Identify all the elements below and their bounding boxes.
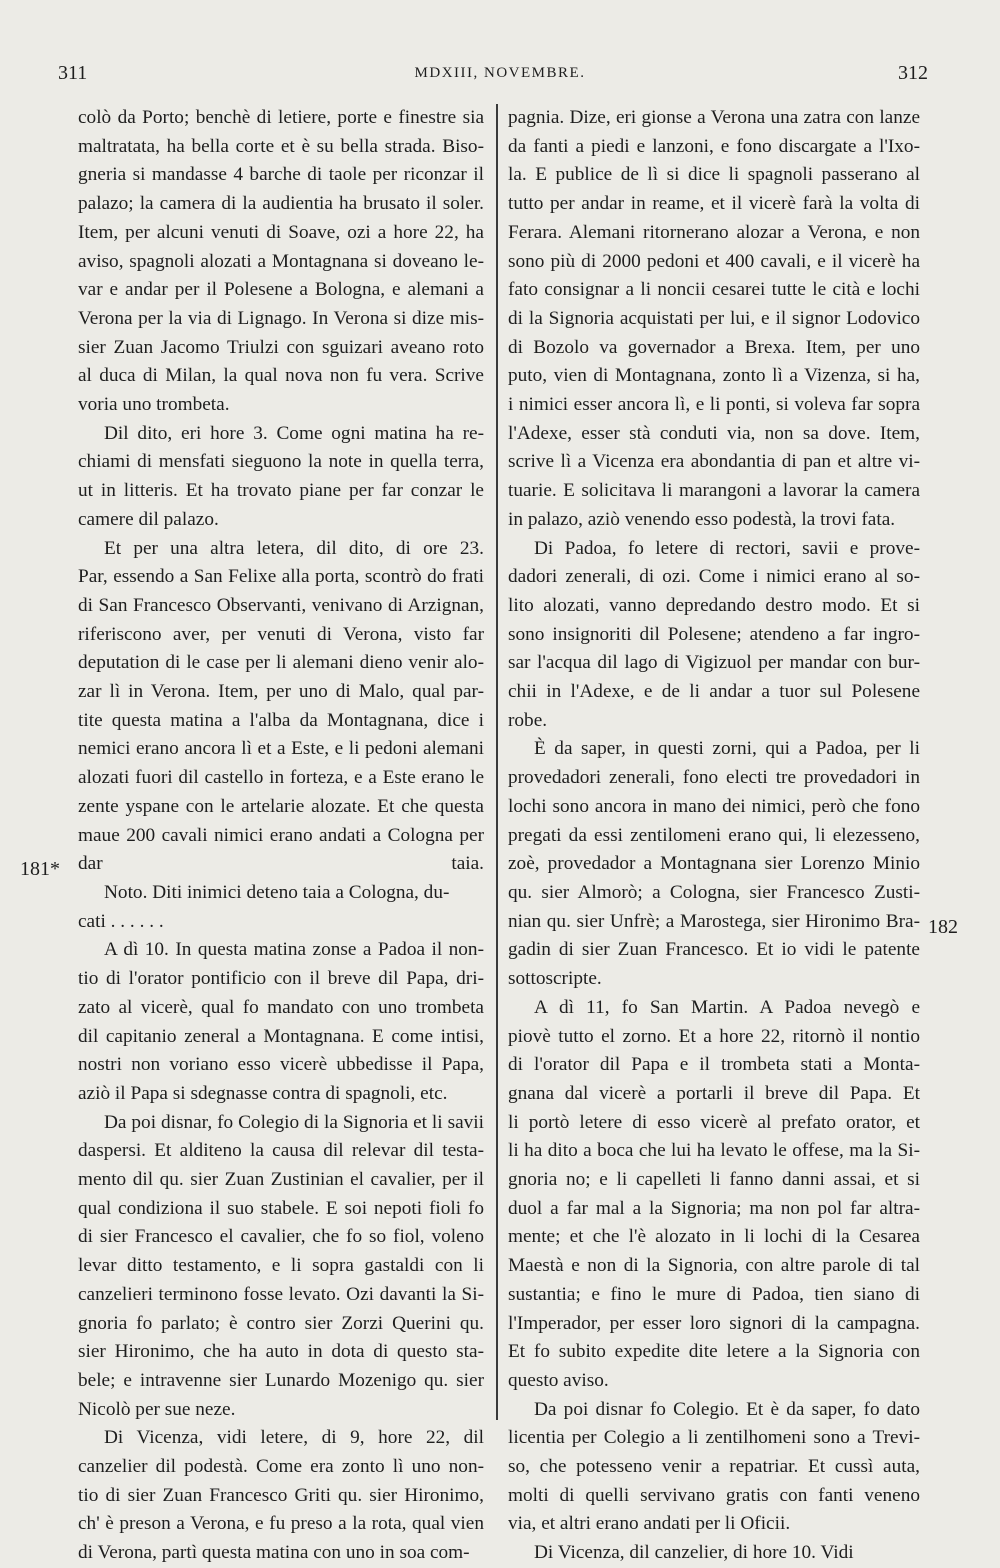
text-line: Da poi disnar, fo Colegio di la Signoria et li savii (104, 1111, 484, 1133)
text-line: puto, vien di Montagnana, zonto lì a Vizenza, si ha, (508, 365, 920, 387)
text-line: gnana dal vicerè a portarli il breve dil Papa. Et (508, 1082, 920, 1104)
text-line: duol a far mal a la Signoria; ma non pol far altra- (508, 1197, 920, 1219)
text-line: riferiscono aver, per venuti di Verona, visto far (78, 623, 484, 645)
text-line: tuarie. E solicitava li marangoni a lavorar la camera (508, 480, 920, 502)
text-line: Maestà e non di la Signoria, con altre parole di tal (508, 1255, 920, 1277)
text-line: voria uno trombeta. (78, 394, 230, 416)
text-line: scrive lì a Vicenza era abondantia di pan et altre vi- (508, 451, 920, 473)
text-line: pagnia. Dize, eri gionse a Verona una zatra con lanze (508, 107, 920, 128)
text-line: pregati da essi zentilomeni erano qui, li elezesseno, (508, 824, 920, 846)
text-line: di sier Francesco el cavalier, che fo so fiol, voleno (78, 1226, 484, 1248)
text-line: li portò letere di esso vicerè al prefato orator, et (508, 1111, 920, 1133)
text-line: sustantia; e fino le mure di Padoa, tien siano di (508, 1283, 920, 1305)
text-line: mente; et che l'è alozato in li lochi di la Cesarea (508, 1226, 920, 1248)
text-line: cati . . . . . . (78, 910, 164, 932)
text-line: fato consignar a li noncii cesarei tutte le cità e lochi (508, 279, 920, 301)
text-line: Par, essendo a San Felixe alla porta, scontrò do frati (78, 566, 484, 588)
column-divider (496, 104, 498, 1420)
text-line: sono più di 2000 pedoni et 400 cavali, e il vicerè ha (508, 250, 920, 272)
text-line: sono insignoriti dil Polesene; atendeno a far ingro- (508, 623, 920, 645)
text-line: zato al vicerè, qual fo mandato con uno trombeta (78, 996, 484, 1018)
text-line: maue 200 cavali nimici erano andati a Cologna per (78, 824, 484, 846)
text-line: lochi sono ancora in mano dei nimici, però che fono (508, 795, 920, 817)
text-line: levar ditto testamento, e li sopra gastaldi con li (78, 1255, 484, 1277)
text-line: li ha dito a boca che lui ha levato le offese, ma la Si- (508, 1140, 920, 1162)
text-line: molti di quelli servivano gratis con fanti veneno (508, 1484, 920, 1506)
margin-number-left: 181* (20, 858, 60, 880)
text-line: Noto. Diti inimici deteno taia a Cologna, du- (104, 881, 450, 903)
text-line: canzelieri terminono fosse levato. Ozi davanti la Si- (78, 1283, 484, 1305)
text-line: Dil dito, eri hore 3. Come ogni matina ha re- (104, 422, 484, 444)
margin-number-right: 182 (928, 916, 958, 938)
text-line: chiami di mensfati sieguono la note in quella terra, (78, 451, 484, 473)
right-text-column (508, 104, 920, 1568)
text-line: tutto per andar in reame, et il vicerè farà la volta di (508, 193, 920, 215)
text-line: Item, per alcuni venuti di Soave, ozi a hore 22, ha (78, 221, 484, 243)
page-header (0, 62, 1000, 92)
text-line: Di Vicenza, vidi letere, di 9, hore 22, dil (104, 1427, 484, 1449)
left-page-number: 311 (58, 62, 88, 84)
text-line: questo aviso. (508, 1369, 609, 1391)
text-line: var e andar per il Polesene a Bologna, e alemani a (78, 279, 484, 301)
text-line: Di Vicenza, dil canzelier, di hore 10. Vidi (534, 1542, 854, 1564)
text-line: via, et altri erano andati per li Oficii. (508, 1513, 791, 1535)
text-line: camere dil palazo. (78, 508, 219, 530)
text-line: di l'orator dil Papa e il trombeta stati a Monta- (508, 1054, 920, 1076)
text-line: sottoscripte. (508, 968, 602, 990)
text-line: canzelier dil podestà. Come era zonto lì uno non- (78, 1456, 484, 1478)
text-line: qual condiziona il suo stabele. E soi nepoti fioli fo (78, 1197, 484, 1219)
text-line: chii in l'Adexe, e de li andar a tuor sul Polesene (508, 681, 920, 703)
text-line: maltratata, ha bella corte et è su bella strada. Biso- (78, 135, 484, 157)
text-line: so, che potesseno venir a repatriar. Et cussì auta, (508, 1456, 920, 1478)
text-line: dar taia. (78, 853, 484, 875)
text-line: sar l'acqua dil lago di Vigizuol per mandar con bur- (508, 652, 920, 674)
running-title: MDXIII, NOVEMBRE. (414, 65, 586, 81)
text-line: Et per una altra letera, dil dito, di ore 23. (104, 537, 484, 559)
text-line: sier Hironimo, che ha auto in dota di questo sta- (78, 1341, 484, 1363)
text-line: l'Adexe, esser stà conduti via, non sa dove. Item, (508, 422, 920, 444)
text-line: daspersi. Et alditeno la causa dil relevar dil testa- (78, 1140, 484, 1162)
text-line: deputation di le case per li alemani dieno venir alo- (78, 652, 484, 674)
text-line: Nicolò per sue neze. (78, 1398, 236, 1420)
text-line: provedadori zenerali, fono electi tre provedadori in (508, 767, 920, 789)
left-text-column (78, 104, 484, 1568)
text-line: sier Zuan Jacomo Triulzi con sguizari aveano roto (78, 336, 484, 358)
text-line: la. E publice de lì si dice li spagnoli passerano al (508, 164, 920, 186)
text-line: ut in litteris. Et ha trovato piane per far conzar le (78, 480, 484, 502)
text-line: gadin di sier Zuan Francesco. Et io vidi le patente (508, 939, 920, 961)
text-line: Verona per la via di Lignago. In Verona si dize mis- (78, 307, 484, 329)
text-line: alozati fuori dil castello in forteza, e a Este erano le (78, 767, 484, 789)
text-line: l'Imperador, per esser loro signori di la campagna. (508, 1312, 920, 1334)
text-line: dil capitanio zeneral a Montagnana. E come intisi, (78, 1025, 484, 1047)
text-line: licentia per Colegio a li zentilhomeni sono a Trevi- (508, 1427, 920, 1449)
text-line: colò da Porto; benchè di letiere, porte e finestre sia (78, 107, 484, 128)
text-line: ch' è preson a Verona, e fu preso a la rota, qual vien (78, 1513, 484, 1535)
text-line: gnoria no; e li capelleti li fanno danni assai, et si (508, 1169, 920, 1191)
right-page-number: 312 (898, 62, 928, 84)
text-line: tio di l'orator pontificio con il breve dil Papa, dri- (78, 968, 484, 990)
text-line: di la Signoria acquistati per lui, e il signor Lodovico (508, 307, 920, 329)
text-line: dadori zenerali, di ozi. Come i nimici erano al so- (508, 566, 920, 588)
text-line: zar lì in Verona. Item, per uno di Malo, qual par- (78, 681, 484, 703)
text-line: lito alozati, vanno depredando destro modo. Et si (508, 594, 920, 616)
text-line: mento dil qu. sier Zuan Zustinian el cavalier, per il (78, 1169, 484, 1191)
text-line: Ferara. Alemani ritornerano alozar a Verona, e non (508, 221, 920, 243)
text-line: bele; e intravenne sier Lunardo Mozenigo qu. sier (78, 1369, 484, 1391)
text-line: nemici erano ancora lì et a Este, e li pedoni alemani (78, 738, 484, 760)
text-line: tio di sier Zuan Francesco Griti qu. sier Hironimo, (78, 1484, 484, 1506)
text-line: gnoria fo parlato; è contro sier Zorzi Querini qu. (78, 1312, 484, 1334)
text-line: al duca di Milan, la qual nova non fu vera. Scrive (78, 365, 484, 387)
text-line: tite questa matina a l'alba da Montagnana, dice i (78, 709, 484, 731)
text-line: di Bozolo va governador a Brexa. Item, per uno (508, 336, 920, 358)
text-line: nostri non voriano esso vicerè ubbedisse il Papa, (78, 1054, 484, 1076)
text-line: di San Francesco Observanti, venivano di Arzignan, (78, 594, 484, 616)
text-line: Di Padoa, fo letere di rectori, savii e prove- (534, 537, 920, 559)
text-line: i nimici esser ancora lì, e li ponti, si voleva far sopra (508, 394, 920, 416)
text-line: È da saper, in questi zorni, qui a Padoa, per li (534, 738, 920, 760)
text-line: A dì 10. In questa matina zonse a Padoa il non- (104, 939, 484, 961)
text-line: Et fo subito expedite dite letere a la Signoria con (508, 1341, 920, 1363)
text-line: aviso, spagnoli alozati a Montagnana si doveano le- (78, 250, 484, 272)
text-line: di Verona, partì questa matina con uno in soa com- (78, 1542, 470, 1564)
text-line: nian qu. sier Unfrè; a Marostega, sier Hironimo Bra- (508, 910, 920, 932)
text-line: zoè, provedador a Montagnana sier Lorenzo Minio (508, 853, 920, 875)
text-line: da fanti a piedi e lanzoni, e fono discargate a l'Ixo- (508, 135, 920, 157)
text-line: Da poi disnar fo Colegio. Et è da saper, fo dato (534, 1398, 920, 1420)
text-line: robe. (508, 709, 548, 731)
text-line: qu. sier Almorò; a Cologna, sier Francesco Zusti- (508, 881, 920, 903)
text-line: palazo; la camera di la audientia ha brusato il soler. (78, 193, 484, 215)
text-line: zente yspane con le artelarie alozate. Et che questa (78, 795, 484, 817)
text-line: piovè tutto el zorno. Et a hore 22, ritornò il nontio (508, 1025, 920, 1047)
text-line: A dì 11, fo San Martin. A Padoa nevegò e (534, 996, 920, 1018)
text-line: gneria si mandasse 4 barche di taole per riconzar il (78, 164, 484, 186)
text-line: in palazo, aziò venendo esso podestà, la trovi fata. (508, 508, 896, 530)
text-line: aziò il Papa si sdegnasse contra di spagnoli, etc. (78, 1082, 448, 1104)
